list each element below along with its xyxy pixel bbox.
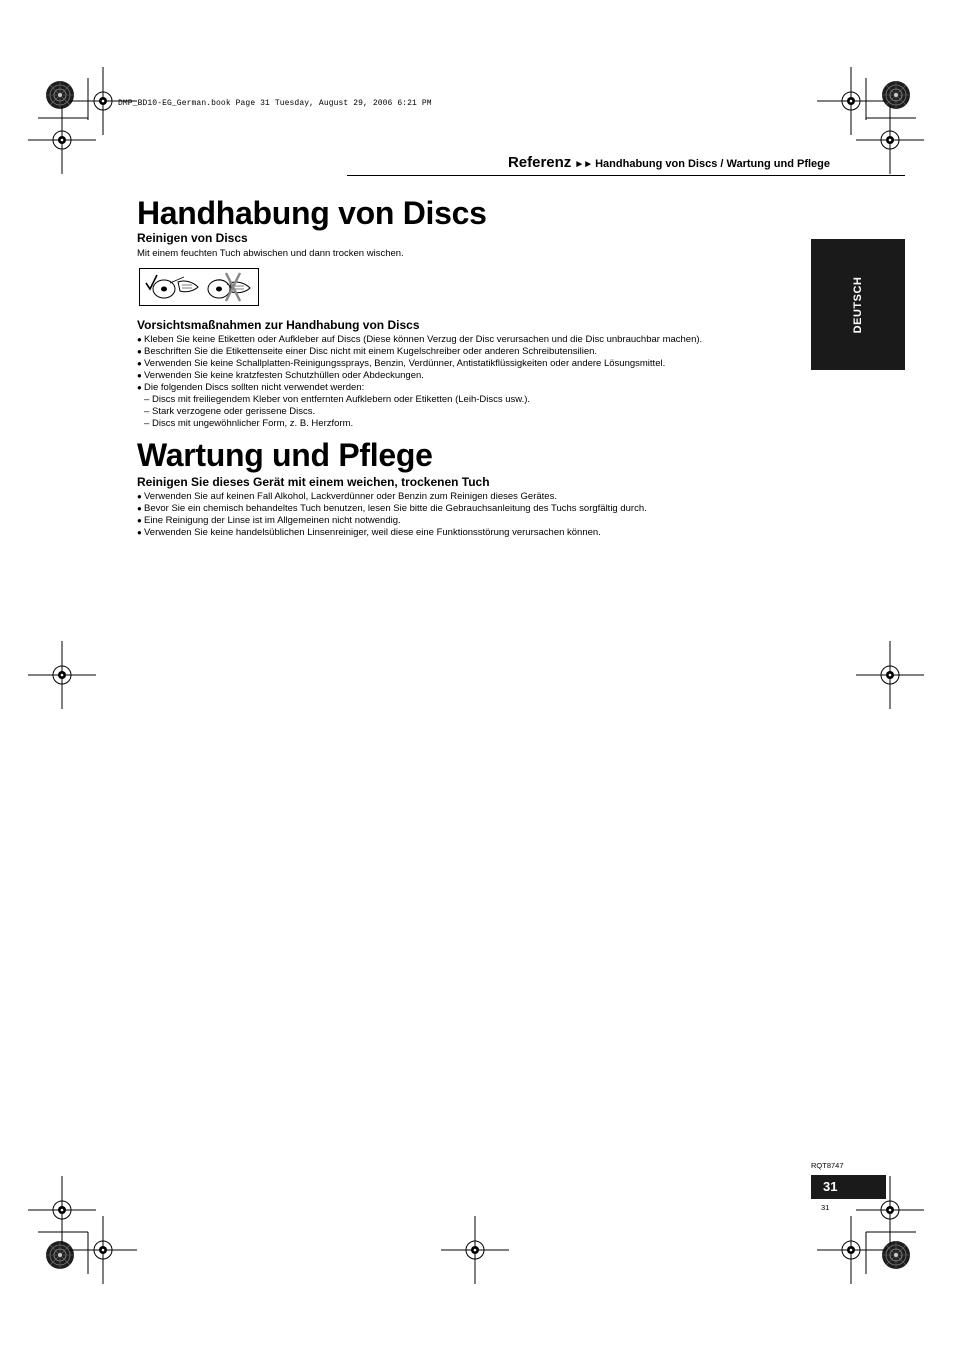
- language-tab: [811, 239, 905, 370]
- bullet-icon: ●: [137, 492, 142, 501]
- document-code: RQT8747: [811, 1161, 844, 1170]
- bullet-icon: ●: [137, 504, 142, 513]
- list-item: ● Verwenden Sie keine handelsüblichen Linsenreiniger, weil diese eine Funktionsstörung verursachen können.: [137, 527, 601, 538]
- header-rule: [347, 175, 905, 176]
- list-item: ● Verwenden Sie auf keinen Fall Alkohol, Lackverdünner oder Benzin zum Reinigen dieses Gerätes.: [137, 491, 557, 502]
- header-subtitle: Handhabung von Discs / Wartung und Pflege: [595, 158, 830, 170]
- bullet-icon: ●: [137, 359, 142, 368]
- sub-list-item: – Discs mit ungewöhnlicher Form, z. B. Herzform.: [144, 418, 354, 429]
- section1-title: Handhabung von Discs: [137, 195, 487, 231]
- bullet-icon: ●: [137, 371, 142, 380]
- sub-list-item: – Discs mit freiliegendem Kleber von entfernten Aufklebern oder Etiketten (Leih-Discs usw.).: [144, 394, 531, 405]
- list-item: ● Kleben Sie keine Etiketten oder Aufkleber auf Discs (Diese können Verzug der Disc verursachen und die Disc unbrauchbar machen).: [137, 334, 703, 345]
- maintenance-heading: Reinigen Sie dieses Gerät mit einem weichen, trockenen Tuch: [137, 475, 490, 489]
- disc-cleaning-illustration: [139, 268, 259, 306]
- list-item: ● Beschriften Sie die Etikettenseite einer Disc nicht mit einem Kugelschreiber oder anderen Schreibutensilien.: [137, 346, 598, 357]
- print-slug: DMP_BD10-EG_German.book Page 31 Tuesday, August 29, 2006 6:21 PM: [118, 99, 432, 108]
- bullet-icon: ●: [137, 516, 142, 525]
- page-number-small: 31: [821, 1203, 830, 1212]
- bullet-icon: ●: [137, 528, 142, 537]
- running-header: [508, 154, 830, 172]
- sub-list-item: – Stark verzogene oder gerissene Discs.: [144, 406, 316, 417]
- header-section: Referenz: [507, 154, 572, 171]
- bullet-icon: ●: [137, 347, 142, 356]
- language-tab-label: DEUTSCH: [852, 276, 864, 333]
- precautions-heading: Vorsichtsmaßnahmen zur Handhabung von Discs: [137, 318, 420, 332]
- bullet-icon: ●: [137, 383, 142, 392]
- header-arrows-icon: ►►: [574, 159, 593, 170]
- precautions-list: [137, 334, 702, 430]
- cleaning-heading: Reinigen von Discs: [137, 231, 248, 245]
- bullet-icon: ●: [137, 335, 142, 344]
- disc-wipe-icon: [140, 269, 258, 305]
- list-item: ● Die folgenden Discs sollten nicht verwendet werden:: [137, 382, 365, 393]
- section2-title: Wartung und Pflege: [137, 437, 433, 473]
- list-item: ● Bevor Sie ein chemisch behandeltes Tuch benutzen, lesen Sie bitte die Gebrauchsanleitung des Tuchs sorgfältig durch.: [137, 503, 647, 514]
- cleaning-text: Mit einem feuchten Tuch abwischen und dann trocken wischen.: [137, 248, 404, 259]
- page-number-box: [811, 1175, 886, 1199]
- list-item: ● Eine Reinigung der Linse ist im Allgemeinen nicht notwendig.: [137, 515, 401, 526]
- list-item: ● Verwenden Sie keine Schallplatten-Reinigungssprays, Benzin, Verdünner, Antistatikflüssigkeiten oder andere Lösungsmittel.: [137, 358, 666, 369]
- list-item: ● Verwenden Sie keine kratzfesten Schutzhüllen oder Abdeckungen.: [137, 370, 424, 381]
- maintenance-list: [137, 491, 647, 539]
- page-number: 31: [823, 1179, 838, 1194]
